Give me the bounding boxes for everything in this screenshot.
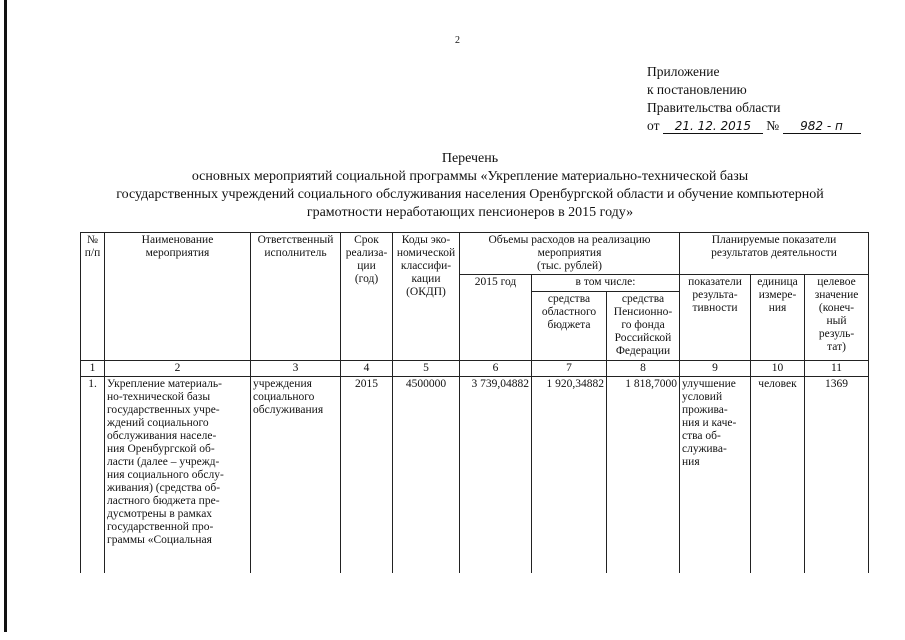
row-total: 3 739,04882 xyxy=(460,377,532,574)
column-number: 9 xyxy=(680,361,751,377)
row-executor: учреждения социального обслуживания xyxy=(251,377,341,574)
title-line-4: грамотности неработающих пенсионеров в 2015 году» xyxy=(306,205,634,220)
row-target: 1369 xyxy=(805,377,869,574)
handwritten-number: 982 - п xyxy=(783,119,861,134)
header-codes: Коды эко- номической классифи- кации (ОКДП) xyxy=(393,233,460,361)
row-code: 4500000 xyxy=(393,377,460,574)
header-pension: средства Пенсионно- го фонда Российской Федерации xyxy=(607,292,680,361)
measures-table xyxy=(80,232,869,573)
header-expenses: Объемы расходов на реализацию мероприятия (тыс. рублей) xyxy=(460,233,680,275)
header-indicators: показатели результа- тивности xyxy=(680,275,751,361)
date-prefix: от xyxy=(647,118,660,133)
scan-edge-bar xyxy=(4,0,7,632)
title-line-3: государственных учреждений социального обслуживания населения Оренбургской области и обучение компьютерной xyxy=(116,187,824,202)
row-num: 1. xyxy=(81,377,105,574)
row-term: 2015 xyxy=(341,377,393,574)
page-number: 2 xyxy=(455,35,460,46)
column-number: 1 xyxy=(81,361,105,377)
table-row xyxy=(81,377,869,574)
header-name: Наименование мероприятия xyxy=(105,233,251,361)
handwritten-date: 21. 12. 2015 xyxy=(663,119,763,134)
title-line-1: Перечень xyxy=(441,151,499,166)
header-unit: единица измере- ния xyxy=(751,275,805,361)
header-executor: Ответственный исполнитель xyxy=(251,233,341,361)
number-prefix: № xyxy=(766,118,780,133)
column-number: 10 xyxy=(751,361,805,377)
row-regional: 1 920,34882 xyxy=(532,377,607,574)
column-number: 8 xyxy=(607,361,680,377)
appendix-line-2: к постановлению xyxy=(647,82,747,97)
document-title xyxy=(60,150,880,222)
column-number: 3 xyxy=(251,361,341,377)
column-number: 7 xyxy=(532,361,607,377)
header-target: целевое значение (конеч- ный резуль- тат) xyxy=(805,275,869,361)
appendix-header xyxy=(647,63,861,135)
row-name: Укрепление материаль- но-технической базы государственных учре- ждений социального обслуживания населе- ния Оренбургской об- ласти (далее – учрежд- ния социального обслу- живания) (средства об- ластного бюджета пре- дусмотрены в рамках государственной про- граммы «Социальная xyxy=(105,377,251,574)
column-numbers-row xyxy=(81,361,869,377)
column-number: 5 xyxy=(393,361,460,377)
column-number: 11 xyxy=(805,361,869,377)
column-number: 6 xyxy=(460,361,532,377)
appendix-line-1: Приложение xyxy=(647,64,720,79)
title-line-2: основных мероприятий социальной программы «Укрепление материально-технической базы xyxy=(191,169,749,184)
header-planned: Планируемые показатели результатов деятельности xyxy=(680,233,869,275)
header-year-2015: 2015 год xyxy=(460,275,532,361)
header-regional: средства областного бюджета xyxy=(532,292,607,361)
row-unit: человек xyxy=(751,377,805,574)
header-term: Срок реализа- ции (год) xyxy=(341,233,393,361)
column-number: 2 xyxy=(105,361,251,377)
appendix-date-line xyxy=(647,117,861,135)
row-indicator: улучшение условий прожива- ния и каче- ства об- служива- ния xyxy=(680,377,751,574)
header-including: в том числе: xyxy=(532,275,680,292)
row-pension: 1 818,7000 xyxy=(607,377,680,574)
appendix-line-3: Правительства области xyxy=(647,100,781,115)
column-number: 4 xyxy=(341,361,393,377)
header-num: № п/п xyxy=(81,233,105,361)
